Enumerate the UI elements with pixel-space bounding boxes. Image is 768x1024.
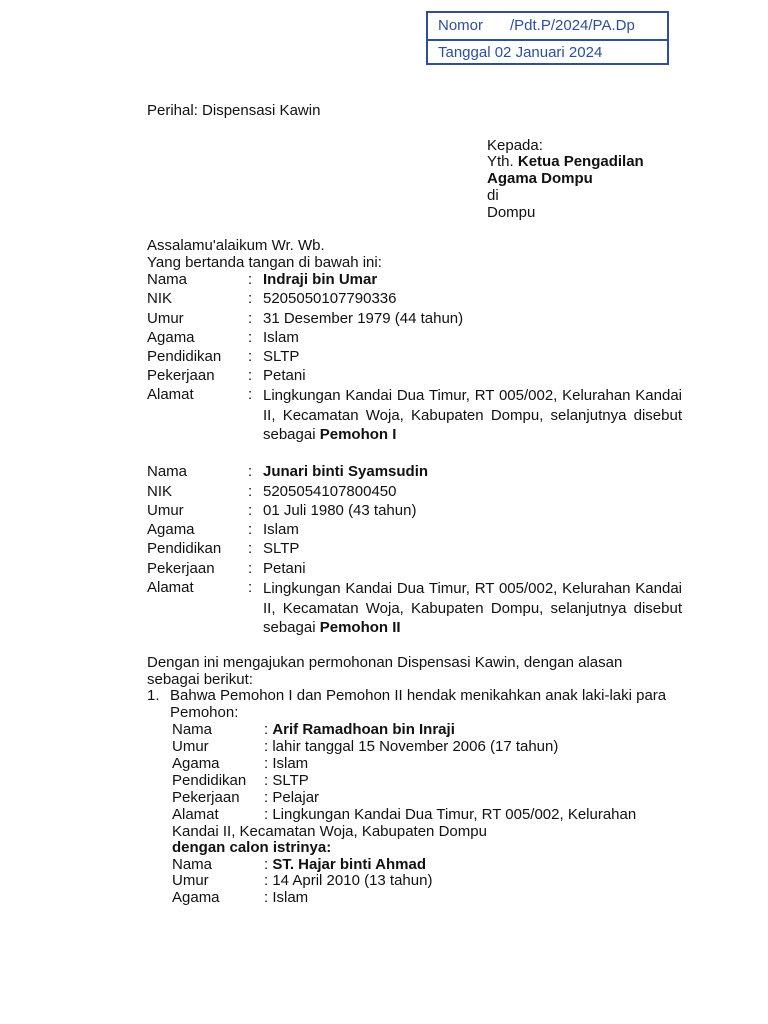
pemohon1-umur: 31 Desember 1979 (44 tahun) (263, 310, 464, 327)
anak-nama: Arif Ramadhoan bin Inraji (272, 721, 455, 738)
label-alamat: Alamat (147, 386, 194, 403)
label-pendidikan: Pendidikan (147, 540, 222, 557)
label-agama: Agama (147, 329, 195, 346)
case-date-row: Tanggal 02 Januari 2024 (438, 44, 603, 61)
calon-umur: 14 April 2010 (13 tahun) (272, 872, 433, 889)
colon: : (248, 310, 253, 327)
anak-pekerjaan-row (264, 789, 319, 806)
pemohon2-alias: Pemohon II (319, 619, 401, 636)
pemohon2-agama: Islam (263, 521, 299, 538)
label-nama: Nama (172, 856, 213, 873)
pemohon1-nama: Indraji bin Umar (263, 271, 378, 288)
anak-agama-row (264, 755, 308, 772)
case-number-box (426, 11, 669, 65)
calon-agama-row (264, 889, 308, 906)
label-pendidikan: Pendidikan (172, 772, 247, 789)
point1-line2: Pemohon: (170, 704, 239, 721)
pemohon1-nik: 5205050107790336 (263, 290, 397, 307)
anak-agama: Islam (272, 755, 309, 772)
anak-umur-row (264, 738, 558, 755)
colon: : (264, 738, 269, 755)
label-nik: NIK (147, 483, 173, 500)
subject-line: Perihal: Dispensasi Kawin (147, 102, 321, 119)
pemohon2-umur: 01 Juli 1980 (43 tahun) (263, 502, 417, 519)
anak-alamat-line1: Lingkungan Kandai Dua Timur, RT 005/002, Kelurahan (272, 806, 637, 823)
colon: : (248, 463, 253, 480)
recipient-name-2: Agama Dompu (487, 170, 593, 187)
anak-pekerjaan: Pelajar (272, 789, 320, 806)
label-agama: Agama (172, 755, 220, 772)
colon: : (248, 560, 253, 577)
pemohon2-pekerjaan: Petani (263, 560, 306, 577)
label-umur: Umur (147, 310, 184, 327)
label-umur: Umur (147, 502, 184, 519)
greeting: Assalamu'alaikum Wr. Wb. (147, 237, 325, 254)
colon: : (264, 872, 269, 889)
label-umur: Umur (172, 872, 209, 889)
pemohon2-pendidikan: SLTP (263, 540, 300, 557)
pemohon1-pendidikan: SLTP (263, 348, 300, 365)
anak-nama-row (264, 721, 455, 738)
colon: : (248, 348, 253, 365)
pemohon2-nik: 5205054107800450 (263, 483, 397, 500)
pemohon1-alamat-text: Lingkungan Kandai Dua Timur, RT 005/002, Kelurahan Kandai II, Kecamatan Woja, Kabupaten Dompu, selanjutnya disebut sebagai (263, 387, 682, 443)
label-pendidikan: Pendidikan (147, 348, 222, 365)
colon: : (248, 540, 253, 557)
pemohon1-pekerjaan: Petani (263, 367, 306, 384)
label-pekerjaan: Pekerjaan (172, 789, 240, 806)
colon: : (248, 483, 253, 500)
nomor-value: /Pdt.P/2024/PA.Dp (510, 17, 635, 34)
colon: : (264, 889, 269, 906)
intro-text: Yang bertanda tangan di bawah ini: (147, 254, 382, 271)
colon: : (248, 579, 253, 596)
calon-heading: dengan calon istrinya: (172, 839, 332, 856)
calon-nama: ST. Hajar binti Ahmad (272, 856, 426, 873)
colon: : (248, 329, 253, 346)
calon-agama: Islam (272, 889, 309, 906)
calon-nama-row (264, 856, 426, 873)
label-nama: Nama (147, 463, 188, 480)
colon: : (264, 721, 269, 738)
pemohon2-nama: Junari binti Syamsudin (263, 463, 429, 480)
colon: : (264, 755, 269, 772)
label-alamat: Alamat (172, 806, 219, 823)
address-di: di (487, 187, 499, 204)
pemohon2-alamat-text: Lingkungan Kandai Dua Timur, RT 005/002, Kelurahan Kandai II, Kecamatan Woja, Kabupaten Dompu, selanjutnya disebut sebagai (263, 580, 682, 636)
point1-number: 1. (147, 687, 160, 704)
permohonan-intro-2: sebagai berikut: (147, 671, 253, 688)
colon: : (248, 386, 253, 403)
calon-umur-row (264, 872, 432, 889)
anak-alamat-line2: Kandai II, Kecamatan Woja, Kabupaten Dompu (172, 823, 487, 840)
label-nik: NIK (147, 290, 173, 307)
pemohon2-alamat (263, 579, 682, 638)
colon: : (248, 271, 253, 288)
colon: : (248, 290, 253, 307)
case-number-row (428, 13, 667, 41)
colon: : (248, 521, 253, 538)
address-yth: Yth. (487, 153, 514, 170)
label-pekerjaan: Pekerjaan (147, 560, 215, 577)
anak-alamat-row (264, 806, 636, 823)
label-agama: Agama (147, 521, 195, 538)
nomor-label: Nomor (438, 17, 484, 34)
colon: : (264, 806, 269, 823)
label-pekerjaan: Pekerjaan (147, 367, 215, 384)
anak-umur: lahir tanggal 15 November 2006 (17 tahun) (272, 738, 559, 755)
point1-line1: Bahwa Pemohon I dan Pemohon II hendak menikahkan anak laki-laki para (170, 687, 667, 704)
label-agama: Agama (172, 889, 220, 906)
label-nama: Nama (172, 721, 213, 738)
anak-pendidikan: SLTP (272, 772, 309, 789)
recipient-name-1: Ketua Pengadilan (517, 153, 644, 170)
label-alamat: Alamat (147, 579, 194, 596)
colon: : (264, 772, 269, 789)
address-kepada: Kepada: (487, 137, 543, 154)
address-recipient-line1 (487, 153, 644, 170)
permohonan-intro-1: Dengan ini mengajukan permohonan Dispensasi Kawin, dengan alasan (147, 654, 623, 671)
label-umur: Umur (172, 738, 209, 755)
colon: : (248, 502, 253, 519)
label-nama: Nama (147, 271, 188, 288)
anak-pendidikan-row (264, 772, 309, 789)
address-place: Dompu (487, 204, 536, 221)
colon: : (264, 856, 269, 873)
pemohon1-alamat (263, 386, 682, 445)
pemohon1-alias: Pemohon I (319, 426, 397, 443)
colon: : (264, 789, 269, 806)
pemohon1-agama: Islam (263, 329, 299, 346)
colon: : (248, 367, 253, 384)
